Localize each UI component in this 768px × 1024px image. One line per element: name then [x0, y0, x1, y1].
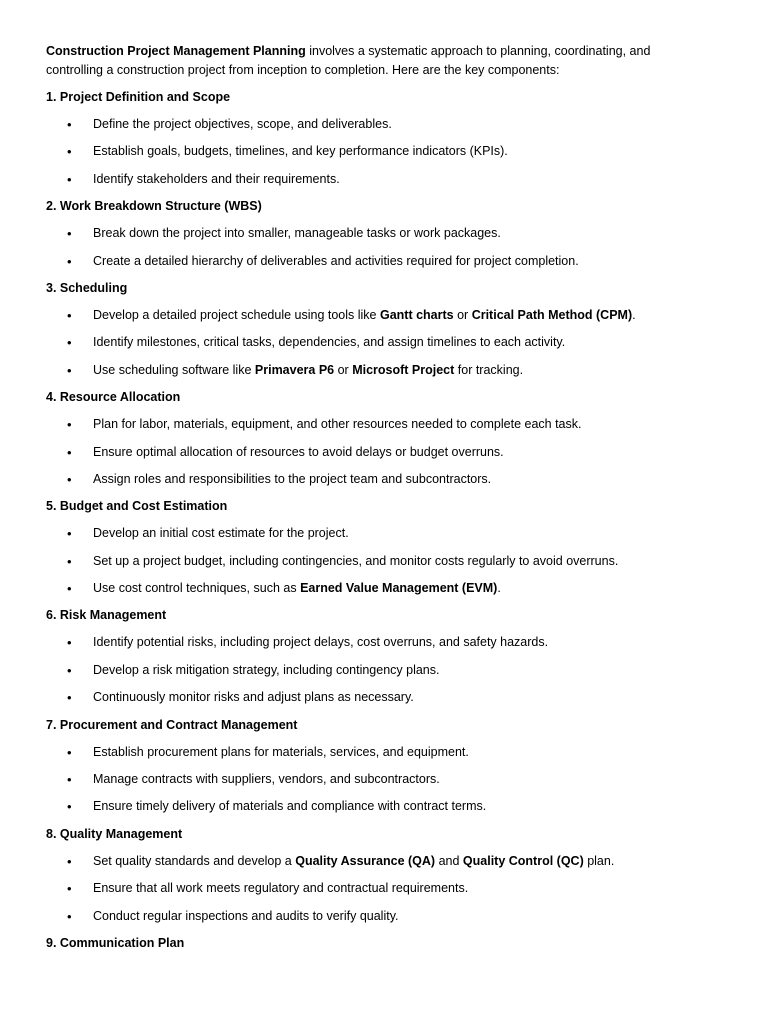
bullet-text: plan. — [583, 853, 615, 868]
bullet-text: Identify milestones, critical tasks, dependencies, and assign timelines to each activity. — [93, 335, 566, 350]
bullet-text: Ensure that all work meets regulatory and contractual requirements. — [93, 881, 469, 896]
section-heading: 1. Project Definition and Scope — [46, 90, 231, 104]
bold-term: Primavera P6 — [254, 362, 335, 377]
bullet-text: Continuously monitor risks and adjust plans as necessary. — [93, 690, 414, 705]
bullet-item — [46, 333, 708, 360]
bold-term: Microsoft Project — [352, 362, 455, 377]
bullet-text: Ensure optimal allocation of resources to avoid delays or budget overruns. — [93, 444, 504, 459]
bullet-list — [46, 524, 708, 606]
bullet-item — [46, 415, 708, 442]
bullet-text: Manage contracts with suppliers, vendors, and subcontractors. — [93, 772, 440, 787]
bullet-text: Set quality standards and develop a — [93, 853, 296, 868]
bullet-item — [46, 579, 708, 606]
section-heading: 9. Communication Plan — [46, 935, 185, 950]
bullet-item — [46, 224, 708, 251]
bullet-text: Develop an initial cost estimate for the project. — [93, 526, 349, 541]
bullet-item — [46, 797, 708, 824]
bullet-item — [46, 688, 708, 715]
section-heading: 7. Procurement and Contract Management — [46, 717, 298, 732]
bullet-text: Develop a detailed project schedule using tools like — [93, 307, 380, 322]
bold-term: Critical Path Method (CPM) — [471, 307, 633, 322]
bold-term: Gantt charts — [379, 307, 454, 322]
bullet-item — [46, 524, 708, 551]
bullet-text: Assign roles and responsibilities to the project team and subcontractors. — [93, 471, 492, 486]
section-heading: 5. Budget and Cost Estimation — [46, 499, 228, 514]
bullet-list — [46, 633, 708, 715]
section-1 — [46, 88, 708, 197]
bullet-text: . — [497, 581, 501, 596]
intro-text: involves a systematic approach to planning, coordinating, and controlling a construction project from inception to completion. Here are the key components: — [46, 44, 651, 77]
bullet-list — [46, 743, 708, 825]
bullet-item — [46, 552, 708, 579]
bullet-text: Ensure timely delivery of materials and compliance with contract terms. — [93, 799, 487, 814]
bullet-item — [46, 661, 708, 688]
bullet-item — [46, 115, 708, 142]
bullet-list — [46, 852, 708, 934]
bullet-item — [46, 361, 708, 388]
bullet-text: Plan for labor, materials, equipment, and other resources needed to complete each task. — [93, 417, 582, 432]
section-7 — [46, 716, 708, 825]
section-9 — [46, 934, 708, 961]
bullet-list — [46, 306, 708, 388]
bullet-item — [46, 770, 708, 797]
bullet-text: Break down the project into smaller, manageable tasks or work packages. — [93, 226, 501, 241]
bullet-item — [46, 443, 708, 470]
section-heading: 2. Work Breakdown Structure (WBS) — [46, 199, 262, 214]
bullet-item — [46, 633, 708, 660]
bullet-text: Identify stakeholders and their requirements. — [93, 171, 340, 186]
section-2 — [46, 197, 708, 279]
bullet-item — [46, 852, 708, 879]
bullet-text: Establish procurement plans for materials, services, and equipment. — [93, 744, 469, 759]
bullet-text: Establish goals, budgets, timelines, and key performance indicators (KPIs). — [93, 144, 508, 159]
bullet-list — [46, 415, 708, 497]
bullet-text: Conduct regular inspections and audits to verify quality. — [93, 908, 399, 923]
intro-bold-title: Construction Project Management Planning — [46, 44, 306, 58]
section-4 — [46, 388, 708, 497]
bullet-list — [46, 224, 708, 279]
section-heading: 3. Scheduling — [46, 280, 128, 295]
section-6 — [46, 606, 708, 715]
bullet-item — [46, 142, 708, 169]
bullet-text: for tracking. — [454, 362, 524, 377]
bold-term: Quality Control (QC) — [462, 853, 584, 868]
bold-term: Quality Assurance (QA) — [295, 853, 436, 868]
bullet-item — [46, 170, 708, 197]
bullet-item — [46, 252, 708, 279]
bullet-text: Create a detailed hierarchy of deliverables and activities required for project completion. — [93, 253, 579, 268]
bullet-text: Set up a project budget, including contingencies, and monitor costs regularly to avoid overruns. — [93, 553, 619, 568]
bullet-text: and — [435, 853, 463, 868]
bold-term: Earned Value Management (EVM) — [300, 581, 498, 596]
bullet-text: Develop a risk mitigation strategy, including contingency plans. — [93, 662, 440, 677]
bullet-item — [46, 470, 708, 497]
bullet-item — [46, 907, 708, 934]
bullet-text: Define the project objectives, scope, and deliverables. — [93, 117, 392, 131]
section-heading: 6. Risk Management — [46, 608, 167, 623]
intro-paragraph — [46, 42, 708, 80]
section-5 — [46, 497, 708, 606]
bullet-list — [46, 115, 708, 197]
bullet-text: or — [334, 362, 353, 377]
bullet-text: or — [453, 307, 472, 322]
bullet-text: Use scheduling software like — [93, 362, 255, 377]
bullet-text: . — [632, 307, 636, 322]
section-heading: 4. Resource Allocation — [46, 390, 181, 405]
bullet-item — [46, 879, 708, 906]
section-8 — [46, 825, 708, 934]
bullet-text: Use cost control techniques, such as — [93, 581, 301, 596]
sections-container — [46, 88, 708, 961]
bullet-item — [46, 306, 708, 333]
bullet-item — [46, 743, 708, 770]
bullet-text: Identify potential risks, including project delays, cost overruns, and safety hazards. — [93, 635, 549, 650]
section-3 — [46, 279, 708, 388]
section-heading: 8. Quality Management — [46, 826, 183, 841]
